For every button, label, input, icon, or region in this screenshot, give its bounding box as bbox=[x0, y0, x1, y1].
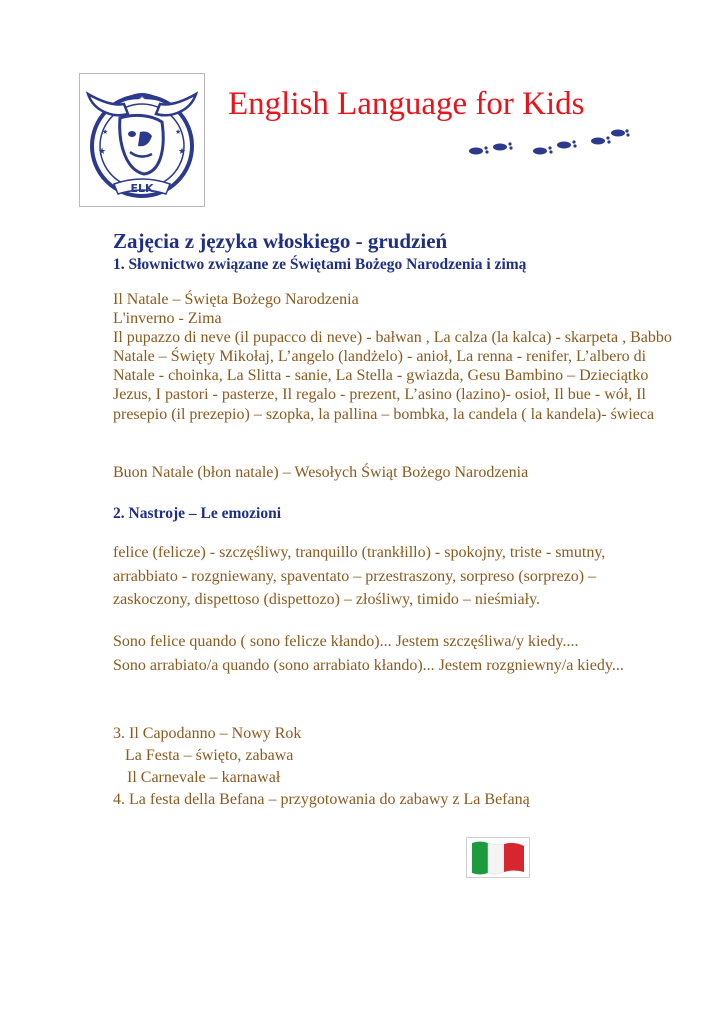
vocab-line: Il Natale – Święta Bożego Narodzenia bbox=[113, 291, 359, 308]
site-title: English Language for Kids bbox=[228, 86, 585, 122]
example-sentences bbox=[113, 630, 643, 677]
christmas-greeting: Buon Natale (błon natale) – Wesołych Świąt Bożego Narodzenia bbox=[113, 464, 529, 481]
document-title: Zajęcia z języka włoskiego - grudzień bbox=[113, 229, 448, 253]
italian-flag-icon bbox=[466, 837, 530, 878]
section-1-heading: 1. Słownictwo związane ze Świętami Bożego Narodzenia i zimą bbox=[113, 256, 527, 273]
svg-text:★: ★ bbox=[178, 147, 187, 157]
svg-text:★: ★ bbox=[175, 128, 182, 136]
svg-text:★: ★ bbox=[102, 128, 109, 136]
svg-text:★: ★ bbox=[138, 95, 146, 103]
list-item: 4. La festa della Befana – przygotowania do zabawy z La Befaną bbox=[113, 791, 530, 808]
elk-logo bbox=[79, 73, 205, 207]
footprints-icon bbox=[462, 127, 630, 161]
svg-text:ELK: ELK bbox=[130, 182, 154, 195]
svg-text:★: ★ bbox=[98, 147, 107, 157]
elk-moose-logo-icon bbox=[80, 74, 204, 206]
section-2-heading: 2. Nastroje – Le emozioni bbox=[113, 505, 282, 522]
emotions-paragraph: felice (felicze) - szczęśliwy, tranquillo (trankłillo) - spokojny, triste - smutny, arrabbiato - rozgniewany, spaventato – przestraszony, sorpreso (sorprezo) – zaskoczony, dispettoso (dispettozo) – złośliwy, timido – nieśmiały. bbox=[113, 544, 606, 608]
vocabulary-block bbox=[113, 290, 673, 424]
example-sentence: Sono arrabiato/a quando (sono arrabiato kłando)... Jestem rozgniewny/a kiedy... bbox=[113, 656, 624, 674]
example-sentence: Sono felice quando ( sono felicze kłando)... Jestem szczęśliwa/y kiedy.... bbox=[113, 633, 579, 650]
vocab-line: Il pupazzo di neve (il pupacco di neve) - bałwan , La calza (la kalca) - skarpeta , Babbo Natale – Święty Mikołaj, L’angelo (landżelo) - anioł, La renna - renifer, L’albero di Natale - choinka, La Slitta - sanie, La Stella - gwiazda, Gesu Bambino – Dzieciątko Jezus, I pastori - pasterze, Il regalo - prezent, L’asino (lazino)- osioł, Il bue - wół, Il presepio (il prezepio) – szopka, la pallina – bombka, la candela ( la kandela)- świeca bbox=[113, 329, 672, 423]
topic-list bbox=[113, 723, 530, 811]
list-item: La Festa – święto, zabawa bbox=[125, 747, 294, 764]
list-item: Il Carnevale – karnawał bbox=[127, 769, 281, 786]
vocab-line: L'inverno - Zima bbox=[113, 310, 222, 328]
list-item: 3. Il Capodanno – Nowy Rok bbox=[113, 725, 302, 742]
